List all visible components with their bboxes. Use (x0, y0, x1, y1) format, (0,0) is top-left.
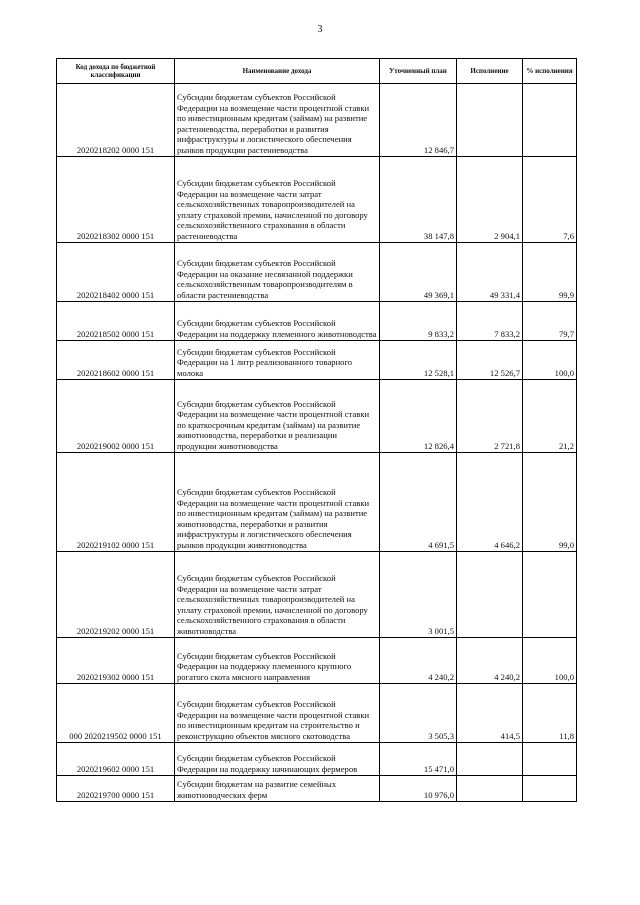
row-plan: 12 826,4 (380, 380, 457, 453)
row-name: Субсидии бюджетам на развитие семейных животноводческих ферм (175, 776, 380, 802)
row-plan: 3 001,5 (380, 552, 457, 638)
row-name: Субсидии бюджетам субъектов Российской Федерации на возмещение части процентной ставки по краткосрочным кредитам (займам) на развитие животноводства, переработки и реализации продукции животноводства (175, 380, 380, 453)
row-execution (457, 776, 523, 802)
row-name: Субсидии бюджетам субъектов Российской Федерации на оказание несвязанной поддержки сельскохозяйственным товаропроизводителям в области растениеводства (175, 243, 380, 302)
table-row (57, 743, 577, 776)
row-execution: 49 331,4 (457, 243, 523, 302)
row-code: 2020218202 0000 151 (57, 84, 175, 157)
table-row (57, 84, 577, 157)
row-percent (523, 552, 577, 638)
revenue-table (56, 58, 577, 802)
table-row (57, 341, 577, 380)
row-code: 000 2020219502 0000 151 (57, 684, 175, 743)
row-execution: 12 526,7 (457, 341, 523, 380)
table-header-row (57, 59, 577, 84)
row-name: Субсидии бюджетам субъектов Российской Федерации на поддержку племенного крупного рогатого скота мясного направления (175, 638, 380, 684)
row-name: Субсидии бюджетам субъектов Российской Федерации на возмещение части процентной ставки по инвестиционным кредитам (займам) на развитие растениеводства, переработки и развития инфраструктуры и логистического обеспечения рынков продукции растениеводства (175, 84, 380, 157)
row-percent: 100,0 (523, 638, 577, 684)
header-execution: Исполнение (457, 59, 523, 84)
row-code: 2020218502 0000 151 (57, 302, 175, 341)
table-row (57, 380, 577, 453)
table-row (57, 157, 577, 243)
row-execution: 2 721,8 (457, 380, 523, 453)
row-execution: 4 240,2 (457, 638, 523, 684)
row-code: 2020218402 0000 151 (57, 243, 175, 302)
row-code: 2020219002 0000 151 (57, 380, 175, 453)
table-row (57, 243, 577, 302)
row-plan: 49 369,1 (380, 243, 457, 302)
row-percent: 79,7 (523, 302, 577, 341)
row-code: 2020218302 0000 151 (57, 157, 175, 243)
row-plan: 15 471,0 (380, 743, 457, 776)
table-row (57, 638, 577, 684)
row-execution (457, 84, 523, 157)
row-name: Субсидии бюджетам субъектов Российской Федерации на возмещение части затрат сельскохозяйственных товаропроизводителей на уплату страховой премии, начисленной по договору сельскохозяйственного страхования в области растениеводства (175, 157, 380, 243)
row-execution: 414,5 (457, 684, 523, 743)
row-percent: 11,8 (523, 684, 577, 743)
row-percent (523, 84, 577, 157)
row-percent: 7,6 (523, 157, 577, 243)
row-percent: 99,9 (523, 243, 577, 302)
page-number: 3 (317, 24, 323, 35)
table-body (57, 84, 577, 802)
row-code: 2020218602 0000 151 (57, 341, 175, 380)
table-row (57, 776, 577, 802)
row-code: 2020219202 0000 151 (57, 552, 175, 638)
row-name: Субсидии бюджетам субъектов Российской Федерации на возмещение части процентной ставки по инвестиционным кредитам (займам) на развитие животноводства, переработки и развития инфраструктуры и логистического обеспечения рынков продукции животноводства (175, 453, 380, 552)
row-code: 2020219602 0000 151 (57, 743, 175, 776)
row-name: Субсидии бюджетам субъектов Российской Федерации на возмещение части процентной ставки по инвестиционным кредитам на строительство и реконструкцию объектов мясного скотоводства (175, 684, 380, 743)
row-plan: 9 833,2 (380, 302, 457, 341)
row-plan: 3 505,3 (380, 684, 457, 743)
row-execution: 2 904,1 (457, 157, 523, 243)
table-row (57, 453, 577, 552)
row-plan: 12 528,1 (380, 341, 457, 380)
row-percent (523, 743, 577, 776)
row-execution (457, 552, 523, 638)
header-percent: % исполнения (523, 59, 577, 84)
header-name: Наименование дохода (175, 59, 380, 84)
row-plan: 38 147,8 (380, 157, 457, 243)
row-code: 2020219700 0000 151 (57, 776, 175, 802)
row-plan: 10 976,0 (380, 776, 457, 802)
row-percent: 100,0 (523, 341, 577, 380)
row-execution: 4 646,2 (457, 453, 523, 552)
row-name: Субсидии бюджетам субъектов Российской Федерации на 1 литр реализованного товарного молока (175, 341, 380, 380)
row-percent: 99,0 (523, 453, 577, 552)
table-row (57, 302, 577, 341)
row-percent: 21,2 (523, 380, 577, 453)
row-name: Субсидии бюджетам субъектов Российской Федерации на возмещение части затрат сельскохозяйственных товаропроизводителей на уплату страховой премии, начисленной по договору сельскохозяйственного страхования в области животноводства (175, 552, 380, 638)
row-plan: 4 691,5 (380, 453, 457, 552)
header-code: Код дохода по бюджетной классификации (57, 59, 175, 84)
row-name: Субсидии бюджетам субъектов Российской Федерации на поддержку начинающих фермеров (175, 743, 380, 776)
row-plan: 12 846,7 (380, 84, 457, 157)
row-plan: 4 240,2 (380, 638, 457, 684)
table-row (57, 684, 577, 743)
row-code: 2020219102 0000 151 (57, 453, 175, 552)
table-row (57, 552, 577, 638)
row-execution (457, 743, 523, 776)
header-plan: Уточненный план (380, 59, 457, 84)
row-code: 2020219302 0000 151 (57, 638, 175, 684)
row-execution: 7 833,2 (457, 302, 523, 341)
row-percent (523, 776, 577, 802)
row-name: Субсидии бюджетам субъектов Российской Федерации на поддержку племенного животноводства (175, 302, 380, 341)
